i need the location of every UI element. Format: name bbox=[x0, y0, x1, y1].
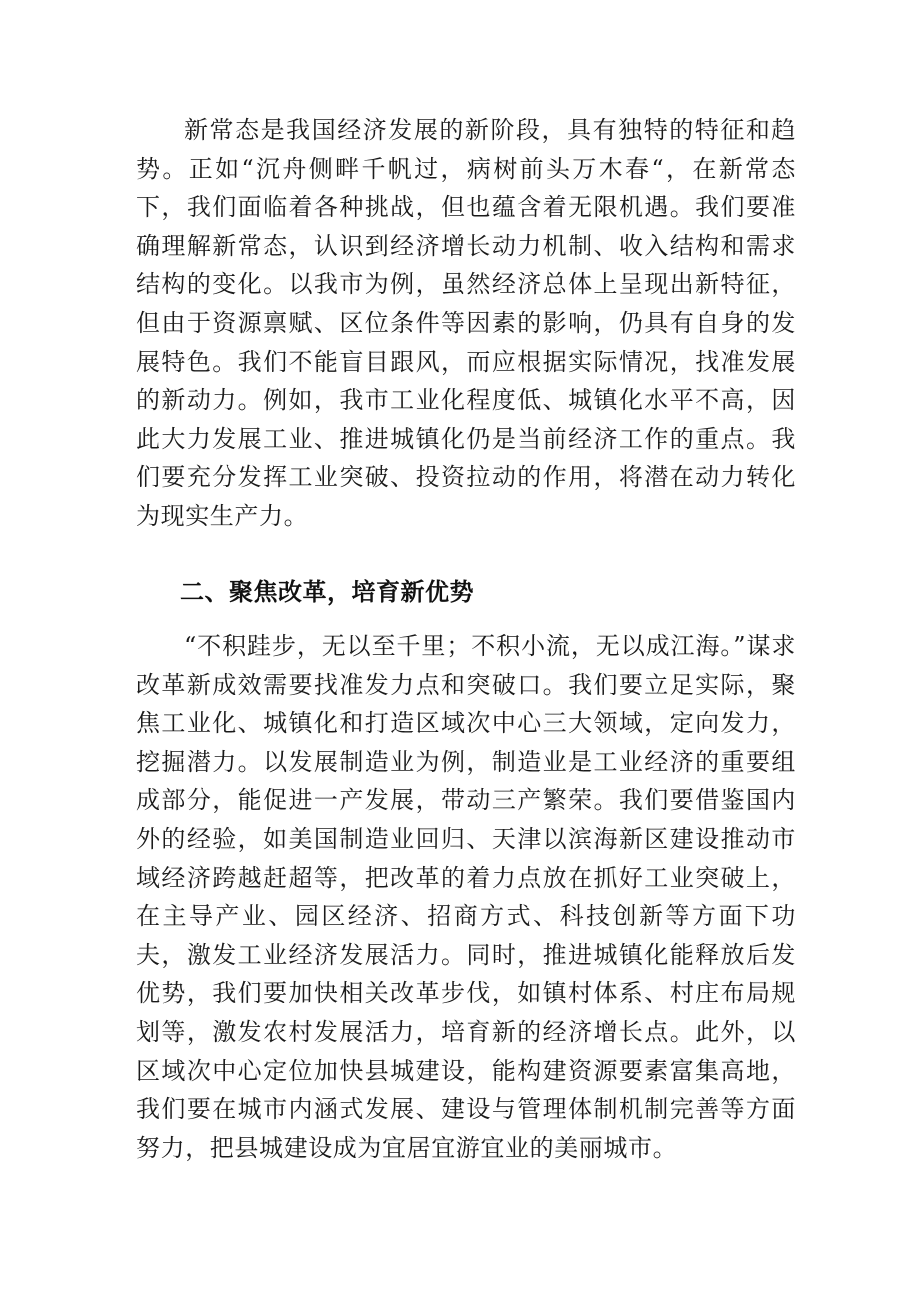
body-paragraph-new-normal: 新常态是我国经济发展的新阶段，具有独特的特征和趋势。正如“沉舟侧畔千帆过，病树前头万木春“，在新常态下，我们面临着各种挑战，但也蕴含着无限机遇。我们要准确理解新常态，认识到经济增长动力机制、收入结构和需求结构的变化。以我市为例，虽然经济总体上呈现出新特征，但由于资源禀赋、区位条件等因素的影响，仍具有自身的发展特色。我们不能盲目跟风，而应根据实际情况，找准发展的新动力。例如，我市工业化程度低、城镇化水平不高，因此大力发展工业、推进城镇化仍是当前经济工作的重点。我们要充分发挥工业突破、投资拉动的作用，将潜在动力转化为现实生产力。 bbox=[136, 116, 796, 530]
body-paragraph-reform: “不积跬步，无以至千里；不积小流，无以成江海。”谋求改革新成效需要找准发力点和突破口。我们要立足实际，聚焦工业化、城镇化和打造区域次中心三大领域，定向发力，挖掘潜力。以发展制造业为例，制造业是工业经济的重要组成部分，能促进一产发展，带动三产繁荣。我们要借鉴国内外的经验，如美国制造业回归、天津以滨海新区建设推动市域经济跨越赶超等，把改革的着力点放在抓好工业突破上，在主导产业、园区经济、招商方式、科技创新等方面下功夫，激发工业经济发展活力。同时，推进城镇化能释放后发优势，我们要加快相关改革步伐，如镇村体系、村庄布局规划等，激发农村发展活力，培育新的经济增长点。此外，以区域次中心定位加快县城建设，能构建资源要素富集高地，我们要在城市内涵式发展、建设与管理体制机制完善等方面努力，把县城建设成为宜居宜游宜业的美丽城市。 bbox=[136, 632, 796, 1162]
section-heading: 二、聚焦改革，培育新优势 bbox=[180, 578, 474, 606]
